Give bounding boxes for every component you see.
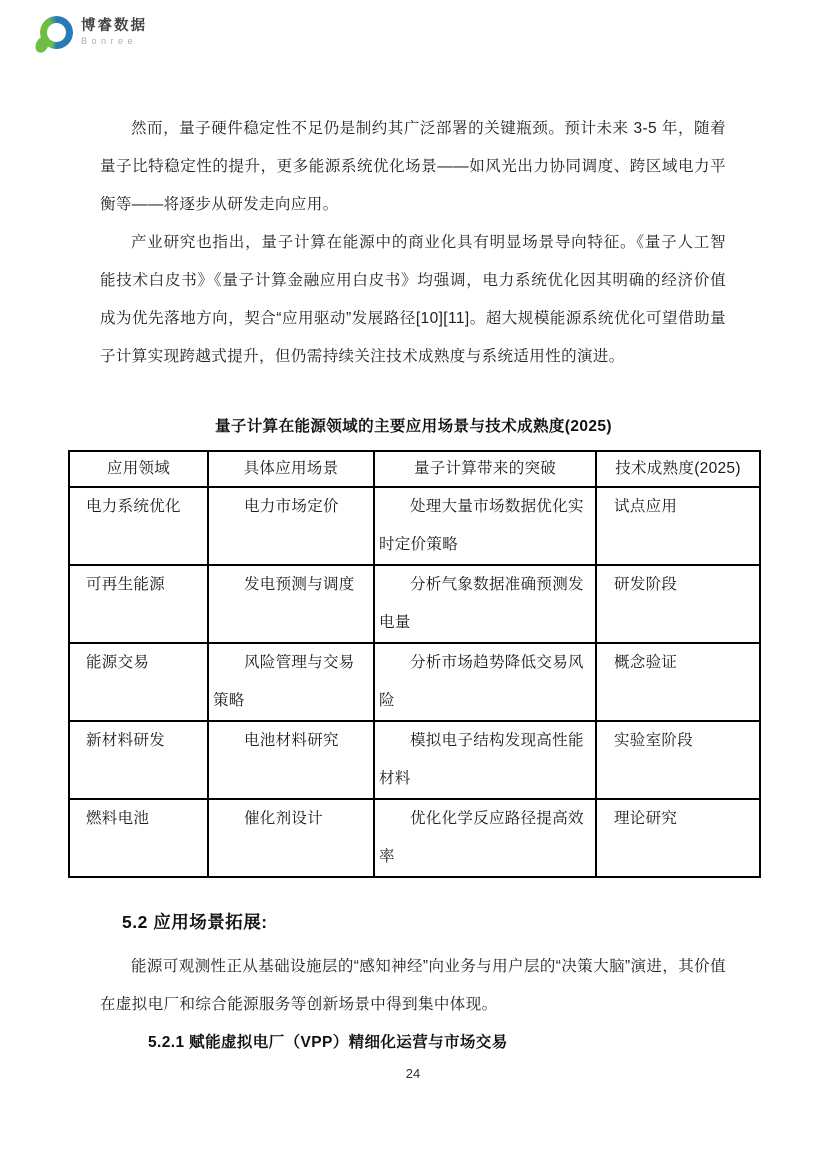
subsection-heading: 5.2.1 赋能虚拟电厂（VPP）精细化运营与市场交易: [148, 1034, 508, 1051]
table-cell: 模拟电子结构发现高性能材料: [374, 721, 596, 799]
table-cell: 电池材料研究: [208, 721, 374, 799]
table-cell: 理论研究: [596, 799, 760, 877]
table-cell: 可再生能源: [69, 565, 208, 643]
table-cell: 分析市场趋势降低交易风险: [374, 643, 596, 721]
table-cell: 发电预测与调度: [208, 565, 374, 643]
table-cell: 能源交易: [69, 643, 208, 721]
table-header-cell: 具体应用场景: [208, 451, 374, 487]
table-row: [69, 643, 760, 721]
table-cell: 新材料研发: [69, 721, 208, 799]
table-cell: 优化化学反应路径提高效率: [374, 799, 596, 877]
table-cell: 分析气象数据准确预测发电量: [374, 565, 596, 643]
section-paragraph: 能源可观测性正从基础设施层的“感知神经”向业务与用户层的“决策大脑”演进，其价值在虚拟电厂和综合能源服务等创新场景中得到集中体现。: [100, 958, 726, 1013]
table-cell: 燃料电池: [69, 799, 208, 877]
paragraph: 然而，量子硬件稳定性不足仍是制约其广泛部署的关键瓶颈。预计未来 3-5 年，随着量子比特稳定性的提升，更多能源系统优化场景——如风光出力协同调度、跨区域电力平衡等——将逐步从研发走向应用。: [100, 120, 726, 213]
maturity-table: [68, 450, 761, 878]
table-header-cell: 技术成熟度(2025): [596, 451, 760, 487]
table-cell: 试点应用: [596, 487, 760, 565]
table-header-cell: 量子计算带来的突破: [374, 451, 596, 487]
page-number: 24: [405, 1066, 421, 1081]
logo-text: [81, 19, 147, 47]
logo-name-en: Bonree: [81, 36, 138, 47]
table-cell: 研发阶段: [596, 565, 760, 643]
table-row: [69, 565, 760, 643]
table-header-cell: 应用领域: [69, 451, 208, 487]
table-cell: 处理大量市场数据优化实时定价策略: [374, 487, 596, 565]
logo: [40, 16, 147, 49]
table-header-row: [69, 451, 760, 487]
content-area: [0, 110, 826, 1056]
table-cell: 实验室阶段: [596, 721, 760, 799]
section-heading: 5.2 应用场景拓展:: [122, 912, 268, 932]
table-title: 量子计算在能源领域的主要应用场景与技术成熟度(2025): [214, 418, 612, 435]
table-row: [69, 487, 760, 565]
table-cell: 电力系统优化: [69, 487, 208, 565]
table-cell: 概念验证: [596, 643, 760, 721]
table-cell: 电力市场定价: [208, 487, 374, 565]
table-cell: 风险管理与交易策略: [208, 643, 374, 721]
bonree-logo-icon: [40, 16, 73, 49]
table-row: [69, 799, 760, 877]
table-cell: 催化剂设计: [208, 799, 374, 877]
logo-name-cn: 博睿数据: [81, 17, 147, 34]
table-row: [69, 721, 760, 799]
paragraph: 产业研究也指出，量子计算在能源中的商业化具有明显场景导向特征。《量子人工智能技术白皮书》《量子计算金融应用白皮书》均强调，电力系统优化因其明确的经济价值成为优先落地方向，契合“应用驱动”发展路径[10][11]。超大规模能源系统优化可望借助量子计算实现跨越式提升，但仍需持续关注技术成熟度与系统适用性的演进。: [100, 234, 726, 365]
